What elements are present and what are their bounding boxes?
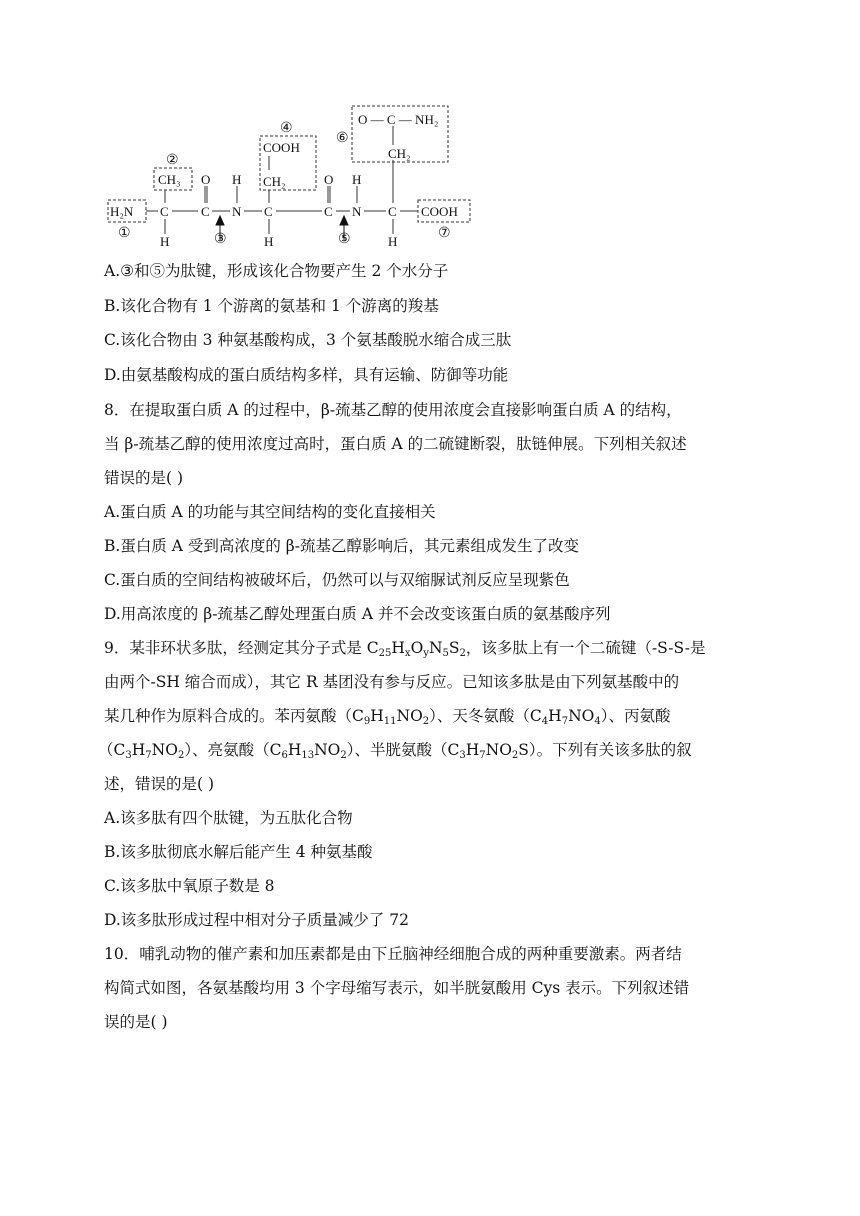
- q9-option-a: A.该多肽有四个肽键，为五肽化合物: [104, 809, 353, 827]
- side-chain-carboxyl-label: COOH: [263, 140, 300, 155]
- label-4: ④: [280, 121, 293, 136]
- alpha-carbon-2: C: [264, 204, 273, 219]
- side-chain-ch2-label: CH₂: [263, 174, 286, 189]
- amino-group-label: H₂N: [110, 204, 134, 219]
- q7-option-b: B.该化合物有 1 个游离的氨基和 1 个游离的羧基: [104, 297, 439, 315]
- carbonyl-oxygen-2: O: [324, 172, 334, 187]
- alpha-carbon-1: C: [160, 204, 169, 219]
- carbonyl-oxygen-1: O: [201, 172, 211, 187]
- q8-option-d: D.用高浓度的 β-巯基乙醇处理蛋白质 A 并不会改变该蛋白质的氨基酸序列: [104, 605, 611, 623]
- amide-hydrogen-2: H: [352, 172, 362, 187]
- carbonyl-carbon-2: C: [324, 204, 333, 219]
- q9-option-d: D.该多肽形成过程中相对分子质量减少了 72: [104, 911, 409, 929]
- label-6: ⑥: [336, 131, 349, 146]
- amide-nitrogen-1: N: [232, 204, 242, 219]
- hydrogen-2: H: [264, 234, 274, 249]
- label-1: ①: [118, 226, 131, 241]
- q9-stem-line-3: 某几种作为原料合成的。苯丙氨酸$(C_9H_{11}NO_2)$、天冬氨酸$(C_4H_7NO_4)$、丙氨酸: [104, 707, 671, 727]
- side-chain-ch2-label-2: CH₂: [388, 146, 411, 161]
- q10-stem-line-3: 误的是( ): [104, 1013, 168, 1031]
- q8-stem-line-3: 错误的是( ): [104, 469, 184, 487]
- q8-option-a: A.蛋白质 A 的功能与其空间结构的变化直接相关: [104, 503, 436, 521]
- tripeptide-structure-diagram: [100, 100, 490, 260]
- amide-side-chain-label: O — C — NH₂: [358, 112, 439, 127]
- q8-stem-line-2: 当 β-巯基乙醇的使用浓度过高时，蛋白质 A 的二硫键断裂，肽链伸展。下列相关叙述: [104, 435, 687, 453]
- q9-option-c: C.该多肽中氧原子数是 8: [104, 877, 275, 895]
- amide-hydrogen-1: H: [232, 172, 242, 187]
- methyl-group-label: CH₃: [158, 172, 181, 187]
- q10-stem-line-2: 构简式如图，各氨基酸均用 3 个字母缩写表示，如半胱氨酸用 Cys 表示。下列叙述错: [104, 979, 690, 997]
- q8-option-c: C.蛋白质的空间结构被破坏后，仍然可以与双缩脲试剂反应呈现紫色: [104, 571, 570, 589]
- amide-nitrogen-2: N: [352, 204, 362, 219]
- q8-option-b: B.蛋白质 A 受到高浓度的 β-巯基乙醇影响后，其元素组成发生了改变: [104, 537, 579, 555]
- hydrogen-3: H: [388, 234, 398, 249]
- label-5: ⑤: [338, 232, 351, 247]
- q7-option-c: C.该化合物由 3 种氨基酸构成，3 个氨基酸脱水缩合成三肽: [104, 331, 512, 349]
- hydrogen-1: H: [160, 234, 170, 249]
- q9-option-b: B.该多肽彻底水解后能产生 4 种氨基酸: [104, 843, 373, 861]
- q10-stem-line-1: 10．哺乳动物的催产素和加压素都是由下丘脑神经细胞合成的两种重要激素。两者结: [104, 945, 682, 963]
- q9-stem-line-1: 9．某非环状多肽，经测定其分子式是 $C_{25}H_xO_yN_5S_2$，该多肽上有一个二硫键（-S-S-是: [104, 639, 706, 659]
- q7-option-d: D.由氨基酸构成的蛋白质结构多样，具有运输、防御等功能: [104, 366, 509, 384]
- q7-option-a: A.③和⑤为肽键，形成该化合物要产生 2 个水分子: [104, 262, 449, 280]
- q9-stem-line-4: $(C_3H_7NO_2)$、亮氨酸$(C_6H_{13}NO_2)$、半胱氨酸$(C_3H_7NO_2S)$。下列有关该多肽的叙: [98, 741, 692, 761]
- q8-stem-line-1: 8．在提取蛋白质 A 的过程中，β-巯基乙醇的使用浓度会直接影响蛋白质 A 的结构，: [104, 401, 682, 419]
- terminal-carboxyl-label: COOH: [421, 204, 458, 219]
- carbonyl-carbon-1: C: [201, 204, 210, 219]
- alpha-carbon-3: C: [388, 204, 397, 219]
- label-2: ②: [166, 153, 179, 168]
- q9-stem-line-2: 由两个-SH 缩合而成），其它 R 基团没有参与反应。已知该多肽是由下列氨基酸中的: [104, 673, 680, 691]
- q9-stem-line-5: 述，错误的是( ): [104, 775, 215, 793]
- label-7: ⑦: [438, 226, 451, 241]
- label-3: ③: [214, 232, 227, 247]
